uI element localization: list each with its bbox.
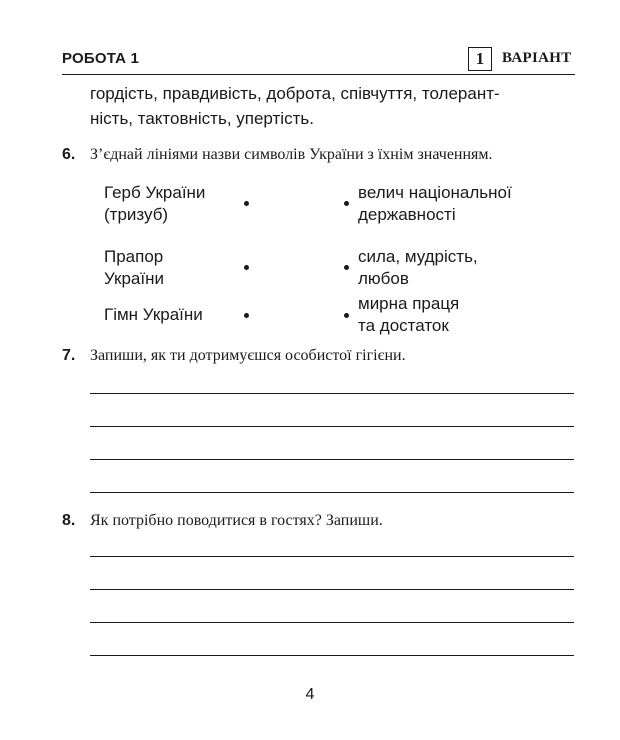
answer-line[interactable] — [90, 393, 574, 394]
answer-line[interactable] — [90, 426, 574, 427]
meaning-greatness-line-1: велич національної — [358, 183, 512, 202]
left-connector-dot-1[interactable] — [244, 201, 249, 206]
meaning-strength — [358, 246, 478, 290]
meaning-strength-line-1: сила, мудрість, — [358, 247, 478, 266]
variant-number-box: 1 — [468, 47, 492, 71]
variant-label: ВАРІАНТ — [502, 50, 572, 66]
meaning-strength-line-2: любов — [358, 269, 409, 288]
left-connector-dot-2[interactable] — [244, 265, 249, 270]
continued-text-line-1: гордість, правдивість, доброта, співчуття, толерант- — [90, 84, 500, 103]
symbol-coat-of-arms — [104, 182, 205, 226]
right-connector-dot-2[interactable] — [344, 265, 349, 270]
question-6-text: З’єднай лініями назви символів України з їхнім значенням. — [90, 146, 493, 163]
left-connector-dot-3[interactable] — [244, 313, 249, 318]
meaning-peaceful-labor-line-1: мирна праця — [358, 294, 460, 313]
question-8-number: 8. — [62, 512, 76, 529]
meaning-peaceful-labor-line-2: та достаток — [358, 316, 449, 335]
meaning-greatness — [358, 182, 512, 226]
right-connector-dot-1[interactable] — [344, 201, 349, 206]
answer-line[interactable] — [90, 622, 574, 623]
symbol-anthem-line-1: Гімн України — [104, 305, 203, 324]
right-connector-dot-3[interactable] — [344, 313, 349, 318]
answer-line[interactable] — [90, 459, 574, 460]
continued-text-line-2: ність, тактовність, упертість. — [90, 109, 314, 128]
symbol-coat-of-arms-line-2: (тризуб) — [104, 205, 169, 224]
meaning-greatness-line-2: державності — [358, 205, 456, 224]
answer-line[interactable] — [90, 492, 574, 493]
answer-line[interactable] — [90, 556, 574, 557]
page-number: 4 — [305, 686, 315, 703]
question-6-number: 6. — [62, 146, 76, 163]
work-title: РОБОТА 1 — [62, 50, 140, 67]
meaning-peaceful-labor — [358, 293, 459, 337]
answer-line[interactable] — [90, 655, 574, 656]
symbol-coat-of-arms-line-1: Герб України — [104, 183, 206, 202]
question-7-number: 7. — [62, 347, 76, 364]
symbol-flag — [104, 246, 164, 290]
symbol-anthem — [104, 304, 203, 326]
question-8-text: Як потрібно поводитися в гостях? Запиши. — [90, 512, 383, 529]
symbol-flag-line-2: України — [104, 269, 164, 288]
question-7-text: Запиши, як ти дотримуєшся особистої гігієни. — [90, 347, 406, 364]
symbol-flag-line-1: Прапор — [104, 247, 164, 266]
header-divider — [62, 74, 575, 75]
answer-line[interactable] — [90, 589, 574, 590]
